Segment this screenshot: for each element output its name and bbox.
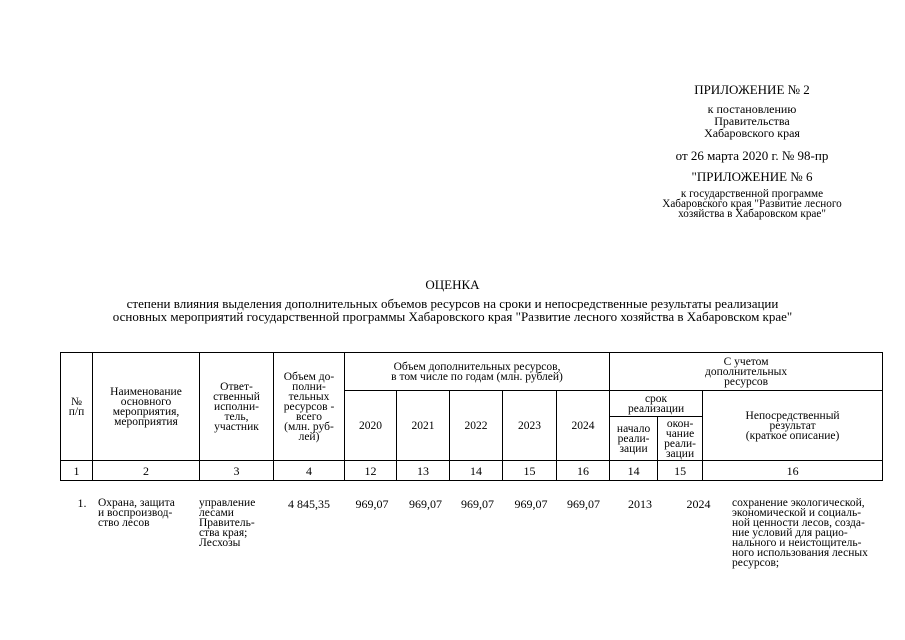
appendix-title: ПРИЛОЖЕНИЕ № 2 (694, 82, 810, 97)
appendix-date: от 26 марта 2020 г. № 98-пр (675, 148, 829, 163)
text-line: (краткое описание) (745, 429, 840, 442)
text-line: экономической и социаль- (732, 507, 862, 519)
header-year-2020: 2020 (345, 391, 397, 461)
appendix2-line: Хабаровского края "Развитие лесного (662, 198, 842, 210)
text-line: управление (199, 497, 256, 509)
text-line: ресурсов; (732, 557, 780, 569)
col-number: 16 (557, 461, 610, 481)
text-line: Объем дополнительных ресурсов, (393, 360, 561, 373)
appendix-line: Хабаровского края (704, 126, 800, 140)
text-line: ресурсов (724, 375, 769, 388)
text-line: ние условий для рацио- (732, 527, 848, 539)
text-line: Объем до- (283, 370, 335, 383)
text-line: реализации (627, 402, 685, 415)
text-line: (млн. руб- (284, 420, 334, 433)
text-line: окон- (666, 417, 694, 430)
text-line: № (71, 395, 82, 408)
text-line: тель, (224, 410, 249, 423)
row-number: 1. (77, 496, 87, 510)
row-2020: 969,07 (355, 497, 389, 511)
text-line: Лесхозы (199, 537, 241, 549)
appendix2-line: к государственной программе (680, 188, 824, 200)
col-number: 15 (658, 461, 703, 481)
appendix-line: к постановлению (707, 102, 797, 116)
text-line: нального и неистощитель- (732, 537, 862, 549)
col-number: 4 (274, 461, 345, 481)
text-line: лесами (199, 507, 234, 519)
text-line: исполни- (214, 400, 259, 413)
row-start: 2013 (628, 497, 652, 511)
text-line: Правитель- (199, 517, 255, 529)
text-line: С учетом (723, 355, 769, 368)
col-number: 16 (703, 461, 883, 481)
appendix2-line: хозяйства в Хабаровском крае" (678, 208, 826, 220)
text-line: в том числе по годам (млн. рублей) (391, 370, 563, 383)
row-result (732, 498, 892, 568)
text-line: Ответ- (220, 380, 253, 393)
header-year-2024: 2024 (557, 391, 610, 461)
text-line: дополнительных (704, 365, 788, 378)
document-title: ОЦЕНКА (425, 277, 480, 292)
header-years-group (345, 353, 610, 391)
text-line: тельных (288, 390, 330, 403)
text-line: Непосредственный (745, 409, 840, 422)
header-name (93, 353, 200, 461)
text-line: чание (665, 427, 695, 440)
col-number: 14 (610, 461, 658, 481)
assessment-table (60, 352, 883, 481)
col-number: 12 (345, 461, 397, 481)
text-line: реали- (664, 437, 697, 450)
header-responsible (200, 353, 274, 461)
col-number: 1 (61, 461, 93, 481)
col-number: 15 (503, 461, 557, 481)
row-responsible (199, 498, 275, 548)
col-number: 14 (450, 461, 503, 481)
text-line: ного использования лесных (732, 547, 868, 559)
text-line: лей) (298, 430, 320, 443)
text-line: п/п (68, 405, 85, 418)
text-line: полни- (292, 380, 326, 393)
document-subtitle-line1: степени влияния выделения дополнительных объемов ресурсов на сроки и непосредственные результаты реализации (126, 296, 779, 311)
text-line: участник (214, 420, 259, 433)
text-line: ной ценности лесов, созда- (732, 517, 865, 529)
text-line: мероприятия, (112, 405, 180, 418)
header-year-2023: 2023 (503, 391, 557, 461)
document-subtitle-line2: основных мероприятий государственной программы Хабаровского края "Развитие лесного хозяйства в Хабаровском крае" (112, 309, 793, 324)
text-line: основного (120, 395, 172, 408)
header-with-account (610, 353, 883, 391)
row-name (98, 498, 200, 528)
text-line: Охрана, защита (98, 497, 175, 509)
row-2024: 969,07 (567, 497, 600, 511)
row-2022: 969,07 (461, 497, 494, 511)
text-line: и воспроизвод- (98, 507, 173, 519)
column-numbers-row (61, 461, 883, 481)
appendix2-title: "ПРИЛОЖЕНИЕ № 6 (691, 169, 813, 184)
row-2023: 969,07 (514, 497, 548, 511)
text-line: результат (769, 419, 816, 432)
text-line: Наименование (110, 385, 182, 398)
col-number: 2 (93, 461, 200, 481)
header-num (61, 353, 93, 461)
text-line: срок (644, 392, 668, 405)
text-line: ственный (213, 390, 260, 403)
header-term (610, 391, 703, 417)
text-line: зации (619, 442, 648, 455)
header-result (703, 391, 883, 461)
text-line: ство лесов (98, 517, 150, 529)
col-number: 13 (397, 461, 450, 481)
header-year-2022: 2022 (450, 391, 503, 461)
row-end: 2024 (686, 497, 711, 511)
text-line: зации (666, 447, 695, 460)
header-end (658, 417, 703, 461)
row-2021: 969,07 (409, 497, 442, 511)
header-volume (274, 353, 345, 461)
text-line: начало (616, 422, 651, 435)
appendix-line: Правительства (714, 114, 790, 128)
text-line: мероприятия (114, 415, 178, 428)
row-total: 4 845,35 (288, 497, 330, 511)
header-year-2021: 2021 (397, 391, 450, 461)
text-line: всего (296, 410, 322, 423)
text-line: реали- (617, 432, 650, 445)
text-line: ресурсов - (283, 400, 335, 413)
text-line: ства края; (199, 527, 248, 539)
text-line: сохранение экологической, (732, 497, 865, 509)
col-number: 3 (200, 461, 274, 481)
header-start (610, 417, 658, 461)
